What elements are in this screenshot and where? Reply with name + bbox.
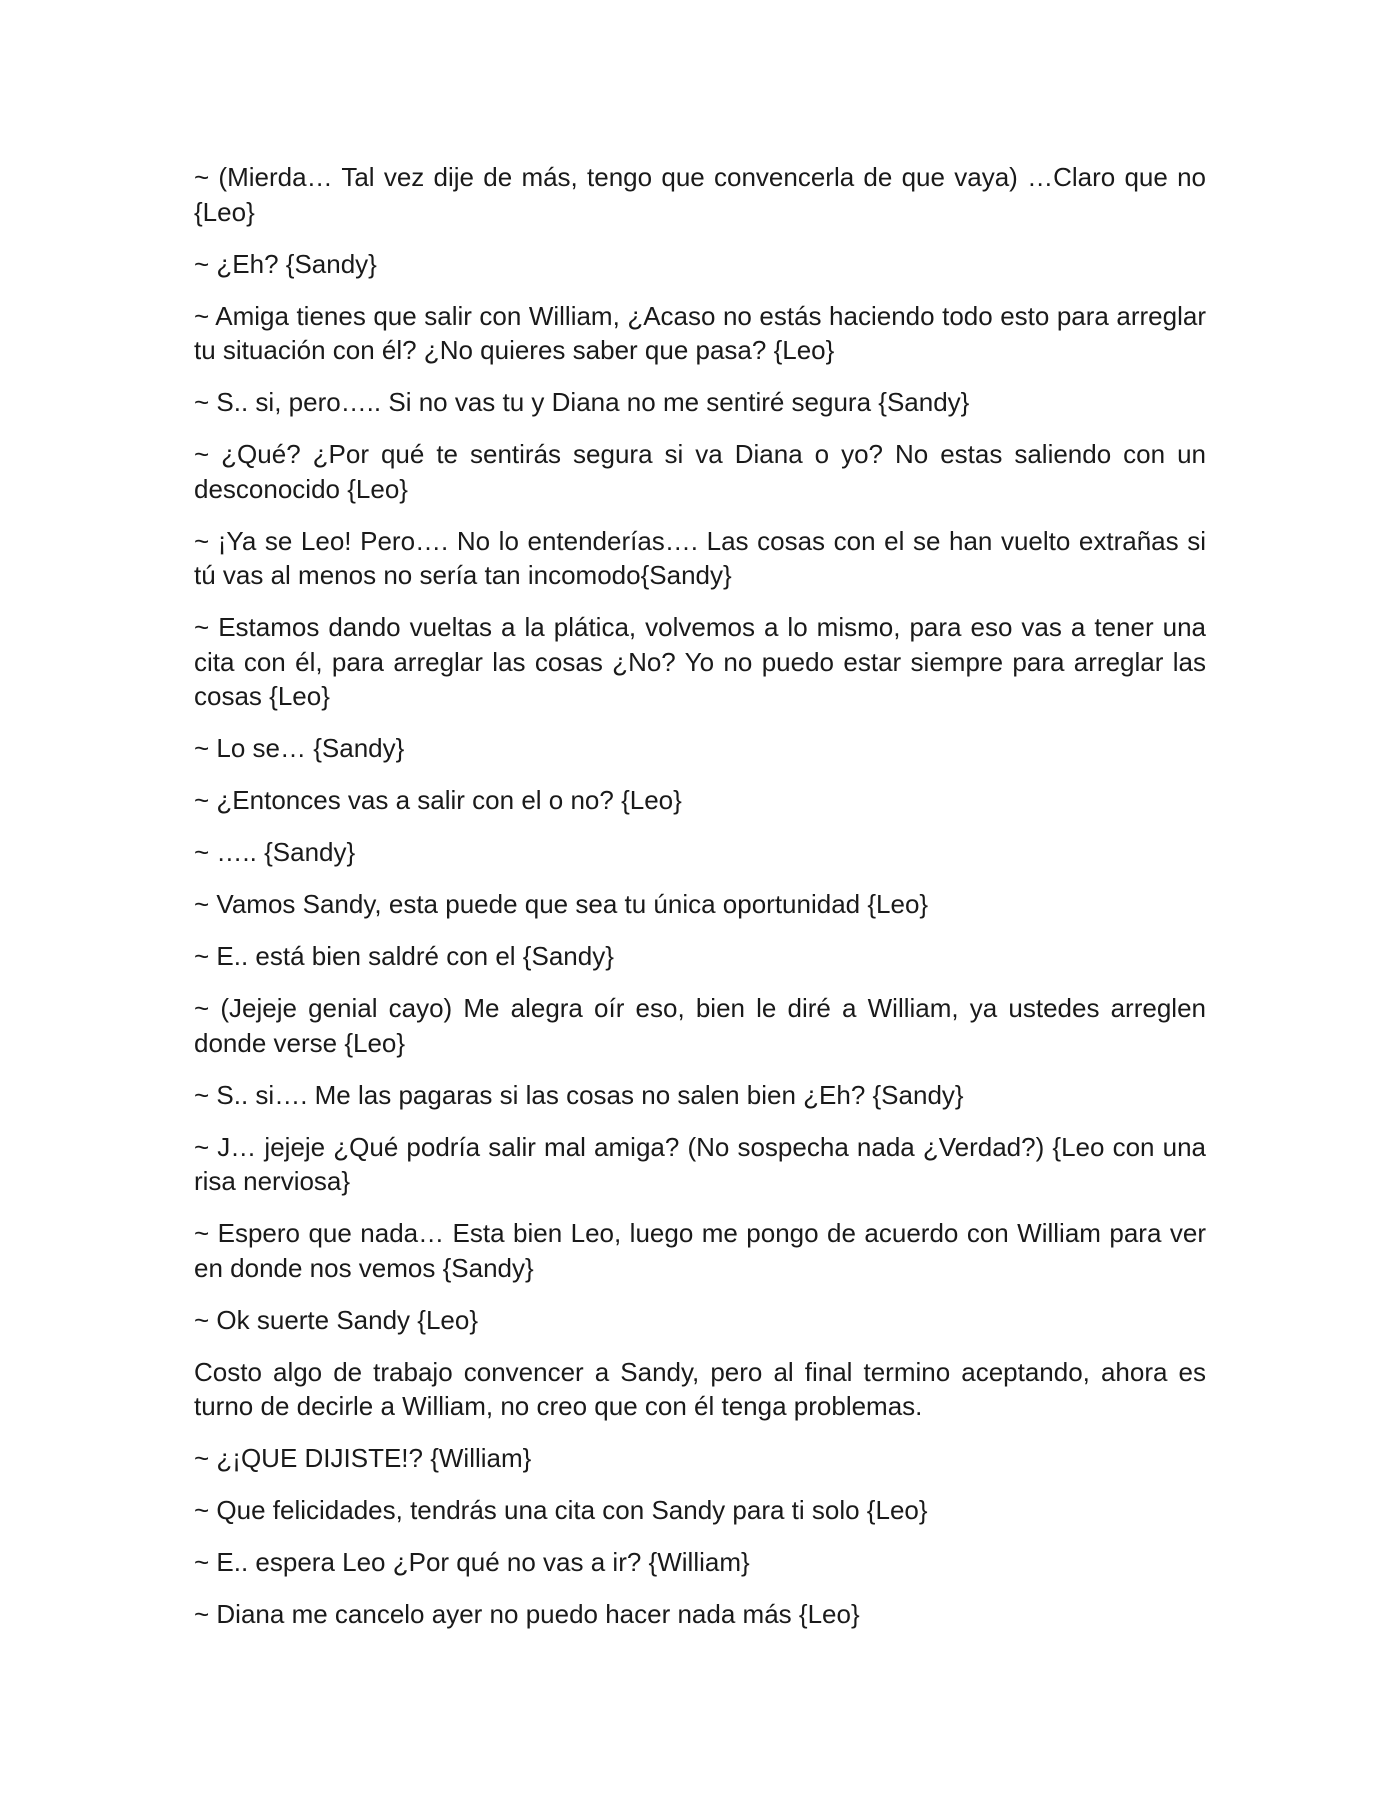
dialogue-paragraph: ~ Vamos Sandy, esta puede que sea tu única oportunidad {Leo}	[194, 889, 929, 919]
dialogue-paragraph: ~ J… jejeje ¿Qué podría salir mal amiga? (No sospecha nada ¿Verdad?) {Leo con una risa nerviosa}	[194, 1131, 1206, 1196]
document-page	[194, 160, 1206, 1649]
dialogue-paragraph: ~ ….. {Sandy}	[194, 837, 356, 867]
dialogue-paragraph: ~ Espero que nada… Esta bien Leo, luego me pongo de acuerdo con William para ver en donde nos vemos {Sandy}	[194, 1218, 1206, 1283]
dialogue-paragraph: ~ (Jejeje genial cayo) Me alegra oír eso, bien le diré a William, ya ustedes arreglen donde verse {Leo}	[194, 993, 1206, 1058]
narration-paragraph: Costo algo de trabajo convencer a Sandy, pero al final termino aceptando, ahora es turno de decirle a William, no creo que con él tenga problemas.	[194, 1356, 1206, 1421]
dialogue-paragraph: ~ E.. espera Leo ¿Por qué no vas a ir? {William}	[194, 1547, 750, 1577]
dialogue-paragraph: ~ S.. si, pero….. Si no vas tu y Diana no me sentiré segura {Sandy}	[194, 387, 970, 417]
dialogue-paragraph: ~ ¿Entonces vas a salir con el o no? {Leo}	[194, 785, 682, 815]
dialogue-paragraph: ~ S.. si…. Me las pagaras si las cosas no salen bien ¿Eh? {Sandy}	[194, 1079, 964, 1110]
dialogue-paragraph: ~ ¡Ya se Leo! Pero…. No lo entenderías…. Las cosas con el se han vuelto extrañas si tú vas al menos no sería tan incomodo{Sandy}	[194, 525, 1206, 590]
dialogue-paragraph: ~ ¿¡QUE DIJISTE!? {William}	[194, 1443, 532, 1473]
dialogue-paragraph: ~ Amiga tienes que salir con William, ¿Acaso no estás haciendo todo esto para arreglar tu situación con él? ¿No quieres saber que pasa? {Leo}	[194, 300, 1206, 365]
dialogue-paragraph: ~ ¿Eh? {Sandy}	[194, 248, 377, 279]
dialogue-paragraph: ~ E.. está bien saldré con el {Sandy}	[194, 941, 614, 971]
dialogue-paragraph: ~ Diana me cancelo ayer no puedo hacer nada más {Leo}	[194, 1599, 860, 1629]
dialogue-paragraph: ~ (Mierda… Tal vez dije de más, tengo que convencerla de que vaya) …Claro que no {Leo}	[194, 162, 1206, 227]
dialogue-paragraph: ~ Estamos dando vueltas a la plática, volvemos a lo mismo, para eso vas a tener una cita con él, para arreglar las cosas ¿No? Yo no puedo estar siempre para arreglar las cosas {Leo}	[194, 612, 1206, 711]
dialogue-paragraph: ~ ¿Qué? ¿Por qué te sentirás segura si va Diana o yo? No estas saliendo con un desconocido {Leo}	[194, 439, 1206, 504]
dialogue-paragraph: ~ Que felicidades, tendrás una cita con Sandy para ti solo {Leo}	[194, 1495, 928, 1525]
dialogue-paragraph: ~ Ok suerte Sandy {Leo}	[194, 1304, 479, 1335]
dialogue-paragraph: ~ Lo se… {Sandy}	[194, 733, 405, 763]
